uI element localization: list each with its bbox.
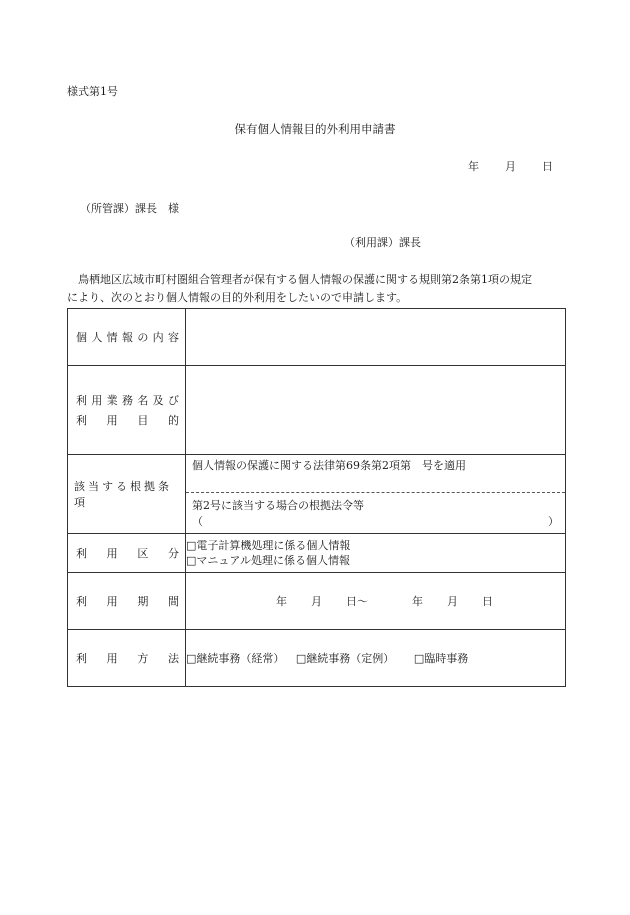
label-char: 人 [91,331,103,344]
label-char: 利 [76,394,87,407]
label-char: 目 [137,414,149,427]
row-content [68,309,566,366]
label-char: 個 [76,331,87,344]
addressee: （所管課）課長 様 [80,202,179,215]
checkbox-continuous-periodic[interactable]: □継続事務（定例） [295,652,395,665]
basis-article[interactable]: 個人情報の保護に関する法律第69条第2項第 号を適用 [186,455,565,493]
label-char: 及 [152,394,164,407]
period-year-end: 年 [412,595,423,608]
period-day-end: 日 [482,595,493,608]
label-char: 方 [137,652,149,665]
label-char: 間 [167,595,179,608]
label-char: 区 [137,547,149,560]
paren-open: （ [192,515,203,528]
intro-paragraph [67,271,567,307]
period-month-start: 月 [311,595,322,608]
period-month-end: 月 [447,595,458,608]
basis-law-block[interactable] [186,493,565,529]
label-char: 利 [76,652,87,665]
label-char: 法 [167,652,179,665]
label-classification [68,534,186,573]
label-char: 業 [106,394,118,407]
date-year: 年 [468,160,479,173]
label-char: 内 [152,331,164,344]
date-line [468,160,553,174]
application-table [67,308,566,687]
label-purpose [68,366,186,455]
label-period [68,573,186,630]
label-char: 期 [137,595,149,608]
label-char: 報 [121,331,133,344]
label-char: 用 [106,595,118,608]
label-char: 容 [167,331,179,344]
label-char: 的 [167,414,179,427]
intro-line-2: により、次のとおり個人情報の目的外利用をしたいので申請します。 [67,291,408,304]
value-content[interactable] [186,309,566,366]
label-method [68,630,186,687]
label-char: 用 [106,547,118,560]
checkbox-continuous-regular[interactable]: □継続事務（経常） [186,652,285,665]
label-char: 用 [106,652,118,665]
label-basis-text: 該当する根拠条項 [74,480,172,509]
form-number: 様式第1号 [67,85,118,98]
label-char: び [167,394,179,407]
label-char: の [137,331,149,344]
value-classification [186,534,566,573]
row-purpose [68,366,566,455]
period-year-start: 年 [276,595,287,608]
label-char: 務 [121,394,133,407]
basis-law-label: 第2号に該当する場合の根拠法令等 [192,499,364,512]
label-char: 分 [167,547,179,560]
intro-line-1: 鳥栖地区広域市町村圏組合管理者が保有する個人情報の保護に関する規則第2条第1項の規定 [78,273,532,286]
value-period[interactable] [186,573,566,630]
applicant: （利用課）課長 [344,236,421,249]
date-month: 月 [505,160,516,173]
document-title: 保有個人情報目的外利用申請書 [234,122,396,136]
period-day-start: 日～ [346,595,368,608]
value-method [186,630,566,687]
label-char: 利 [76,547,87,560]
checkbox-manual[interactable]: □マニュアル処理に係る個人情報 [186,554,350,567]
label-char: 情 [106,331,118,344]
label-char: 利 [76,414,87,427]
date-day: 日 [542,160,553,173]
checkbox-electronic[interactable]: □電子計算機処理に係る個人情報 [186,539,351,552]
label-basis [68,455,186,534]
value-purpose[interactable] [186,366,566,455]
value-basis [186,455,566,534]
label-char: 利 [76,595,87,608]
label-content [68,309,186,366]
paren-close: ） [548,515,559,528]
label-char: 用 [91,394,103,407]
row-method [68,630,566,687]
row-period [68,573,566,630]
label-char: 名 [137,394,149,407]
row-classification [68,534,566,573]
label-char: 用 [106,414,118,427]
row-basis [68,455,566,534]
checkbox-temporary[interactable]: □臨時事務 [413,652,469,665]
